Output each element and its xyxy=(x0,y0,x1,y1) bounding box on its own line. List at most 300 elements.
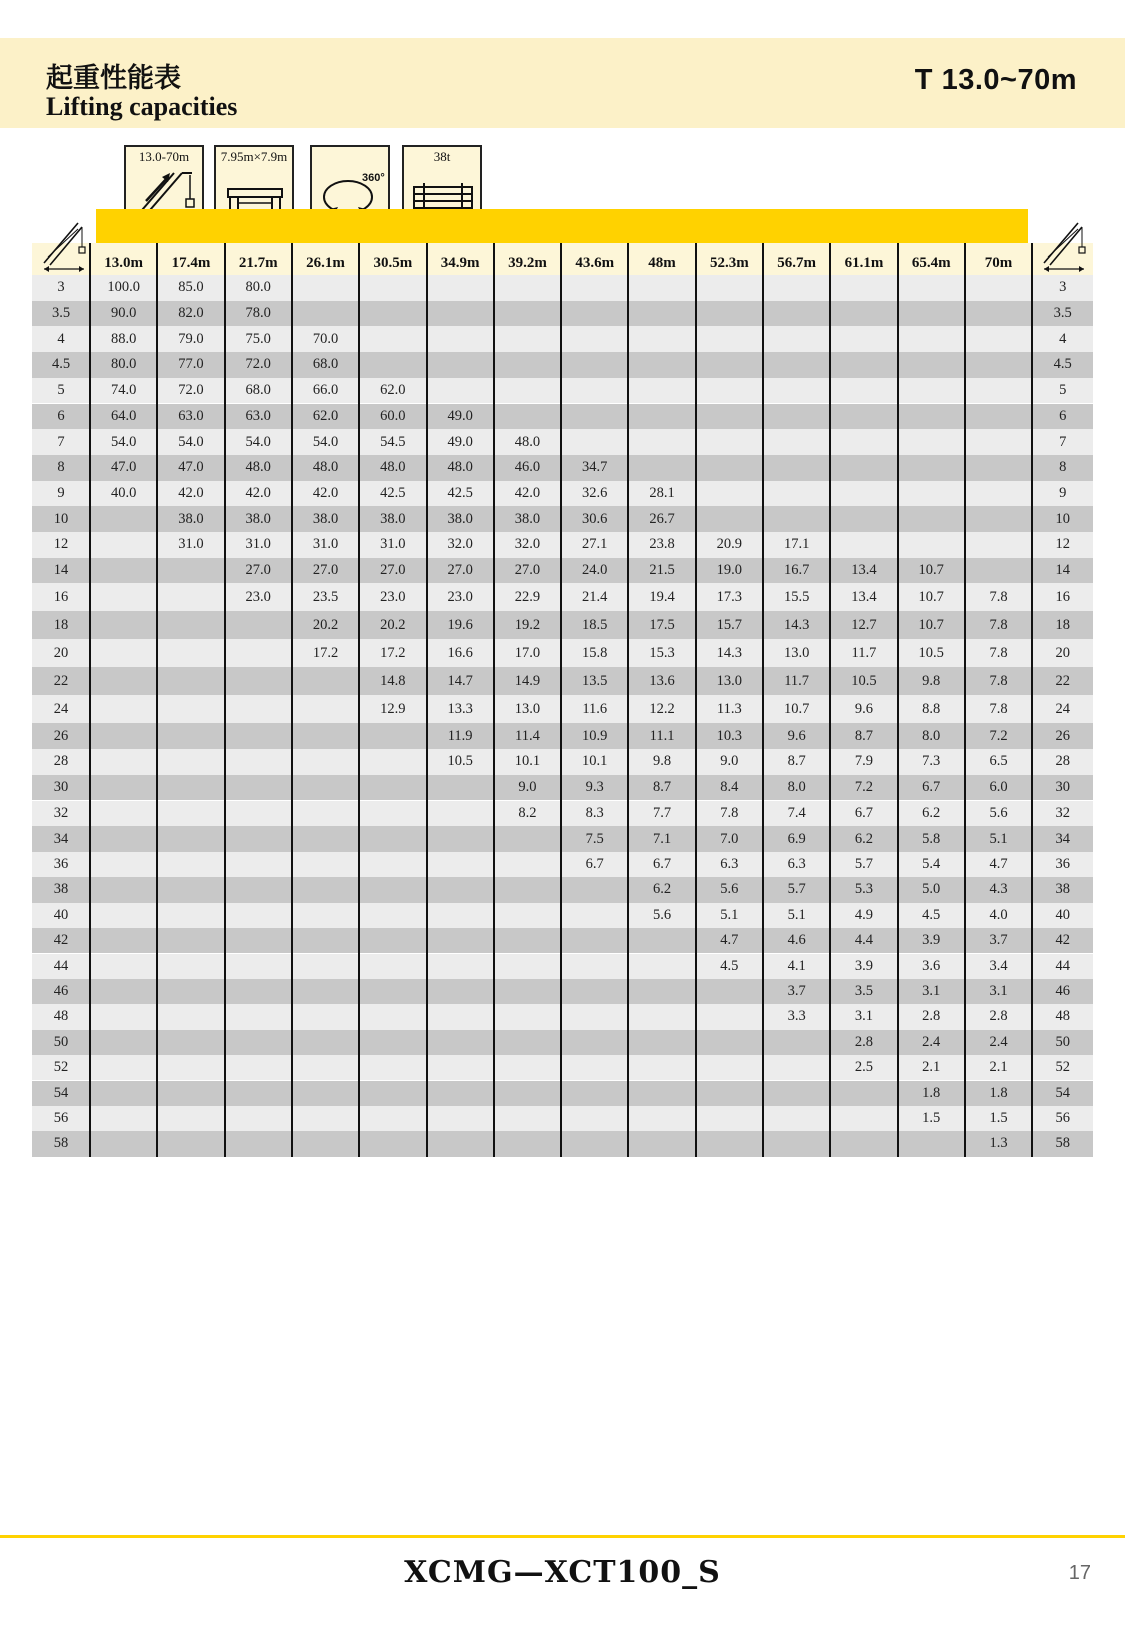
capacity-cell: 88.0 xyxy=(110,330,137,347)
capacity-cell: 6.3 xyxy=(720,856,739,873)
capacity-cell: 27.1 xyxy=(582,536,608,553)
table-row xyxy=(32,928,1093,953)
capacity-cell: 4.6 xyxy=(787,932,806,949)
capacity-cell: 13.4 xyxy=(851,588,877,605)
capacity-cell xyxy=(225,1030,292,1055)
capacity-cell xyxy=(427,877,494,902)
capacity-cell: 31.0 xyxy=(380,536,406,553)
capacity-cell xyxy=(292,1030,359,1055)
capacity-cell xyxy=(292,667,359,695)
capacity-cell: 9.3 xyxy=(585,779,604,796)
capacity-cell: 27.0 xyxy=(245,562,271,579)
capacity-cell xyxy=(628,352,695,378)
capacity-cell xyxy=(157,583,224,611)
radius-left-icon xyxy=(38,217,88,273)
capacity-cell xyxy=(157,826,224,852)
table-row xyxy=(32,1030,1093,1055)
capacity-cell: 49.0 xyxy=(447,433,473,450)
capacity-cell: 3.9 xyxy=(922,932,941,949)
capacity-cell xyxy=(157,775,224,801)
capacity-cell xyxy=(225,903,292,928)
capacity-cell xyxy=(225,826,292,852)
capacity-cell xyxy=(157,903,224,928)
capacity-cell xyxy=(763,326,830,352)
capacity-cell xyxy=(359,928,426,953)
capacity-cell xyxy=(898,378,965,404)
radius-cell-left: 40 xyxy=(53,906,69,923)
capacity-cell xyxy=(965,506,1032,532)
capacity-cell xyxy=(427,903,494,928)
capacity-cell: 10.1 xyxy=(514,753,541,770)
capacity-cell xyxy=(225,639,292,667)
capacity-cell xyxy=(292,1081,359,1106)
capacity-cell xyxy=(292,979,359,1004)
capacity-cell: 9.6 xyxy=(787,727,806,744)
column-divider xyxy=(89,243,91,1157)
slewing-360-caption: 360° xyxy=(362,172,385,184)
column-divider xyxy=(291,243,293,1157)
boom-length-header: 39.2m xyxy=(508,255,547,271)
radius-cell-left: 22 xyxy=(53,672,69,689)
capacity-cell xyxy=(561,877,628,902)
radius-cell-left: 5 xyxy=(57,382,65,399)
capacity-cell: 9.0 xyxy=(518,779,537,796)
footer-title: XCMG—XCT100_S xyxy=(404,1555,721,1590)
capacity-cell: 20.2 xyxy=(380,616,406,633)
column-divider xyxy=(560,243,562,1157)
capacity-cell: 47.0 xyxy=(110,459,137,476)
capacity-cell: 15.8 xyxy=(582,644,608,661)
capacity-cell xyxy=(561,378,628,404)
capacity-cell: 4.9 xyxy=(854,906,873,923)
capacity-cell xyxy=(225,1081,292,1106)
capacity-cell xyxy=(90,1131,157,1156)
capacity-cell: 66.0 xyxy=(312,382,339,399)
capacity-cell xyxy=(225,954,292,979)
capacity-cell xyxy=(494,1131,561,1156)
radius-cell-right: 56 xyxy=(1055,1110,1070,1127)
capacity-cell xyxy=(157,1106,224,1131)
capacity-cell xyxy=(763,301,830,327)
capacity-cell: 5.8 xyxy=(922,830,941,847)
page-number: 17 xyxy=(1068,1562,1091,1584)
capacity-cell xyxy=(898,429,965,455)
capacity-cell xyxy=(830,506,897,532)
capacity-cell xyxy=(292,1131,359,1156)
capacity-cell xyxy=(965,429,1032,455)
capacity-cell xyxy=(427,979,494,1004)
boom-length-header: 17.4m xyxy=(171,255,211,271)
capacity-cell: 8.4 xyxy=(720,779,739,796)
capacity-cell xyxy=(359,1131,426,1156)
capacity-cell: 40.0 xyxy=(110,484,137,501)
capacity-cell xyxy=(90,903,157,928)
radius-cell-right: 48 xyxy=(1055,1008,1070,1025)
capacity-cell: 85.0 xyxy=(178,279,204,296)
capacity-cell xyxy=(90,1055,157,1080)
capacity-cell: 12.2 xyxy=(649,700,675,717)
capacity-cell: 4.4 xyxy=(854,932,873,949)
table-row xyxy=(32,378,1093,404)
capacity-cell xyxy=(225,1004,292,1029)
capacity-cell: 48.0 xyxy=(447,459,473,476)
capacity-cell: 77.0 xyxy=(178,356,204,373)
boom-length-header: 61.1m xyxy=(844,255,884,271)
capacity-cell xyxy=(359,801,426,827)
capacity-cell xyxy=(427,852,494,877)
capacity-cell: 10.5 xyxy=(851,672,877,689)
capacity-cell xyxy=(696,506,763,532)
capacity-cell: 6.3 xyxy=(787,856,806,873)
capacity-cell xyxy=(225,695,292,723)
table-row xyxy=(32,455,1093,481)
capacity-cell: 7.7 xyxy=(652,804,672,821)
capacity-cell: 7.5 xyxy=(585,830,604,847)
table-row xyxy=(32,352,1093,378)
capacity-cell: 15.5 xyxy=(783,588,810,605)
radius-cell-right: 58 xyxy=(1055,1135,1070,1152)
capacity-cell: 3.7 xyxy=(787,983,806,1000)
capacity-cell xyxy=(628,1131,695,1156)
capacity-cell xyxy=(292,954,359,979)
capacity-cell: 78.0 xyxy=(245,305,271,322)
table-row xyxy=(32,611,1093,639)
table-row xyxy=(32,877,1093,902)
capacity-cell: 17.2 xyxy=(380,644,406,661)
boom-length-header: 34.9m xyxy=(440,255,480,271)
capacity-cell: 7.8 xyxy=(720,804,739,821)
capacity-cell: 38.0 xyxy=(447,510,473,527)
capacity-cell xyxy=(830,404,897,430)
boom-length-header: 30.5m xyxy=(373,255,413,271)
capacity-cell xyxy=(427,954,494,979)
capacity-cell xyxy=(763,1131,830,1156)
capacity-cell xyxy=(427,378,494,404)
radius-cell-left: 9 xyxy=(57,484,65,501)
footer-line xyxy=(0,1535,1125,1538)
capacity-cell xyxy=(696,352,763,378)
capacity-cell xyxy=(628,954,695,979)
radius-cell-left: 34 xyxy=(53,830,69,847)
capacity-cell xyxy=(359,1081,426,1106)
capacity-cell xyxy=(359,723,426,749)
capacity-cell: 7.8 xyxy=(989,700,1008,717)
capacity-cell xyxy=(225,1055,292,1080)
capacity-cell xyxy=(225,928,292,953)
capacity-cell xyxy=(427,326,494,352)
capacity-cell: 15.7 xyxy=(716,616,743,633)
capacity-cell xyxy=(225,775,292,801)
capacity-cell: 32.0 xyxy=(447,536,473,553)
radius-cell-left: 38 xyxy=(53,881,69,898)
capacity-cell xyxy=(494,903,561,928)
capacity-cell: 13.4 xyxy=(851,562,877,579)
capacity-cell: 17.0 xyxy=(514,644,541,661)
capacity-cell: 48.0 xyxy=(380,459,406,476)
column-divider xyxy=(493,243,495,1157)
capacity-cell xyxy=(90,1081,157,1106)
capacity-cell: 5.0 xyxy=(922,881,941,898)
table-row xyxy=(32,1055,1093,1080)
capacity-cell: 5.6 xyxy=(720,881,739,898)
radius-cell-left: 7 xyxy=(57,433,65,450)
capacity-cell xyxy=(763,404,830,430)
capacity-cell: 13.3 xyxy=(447,700,473,717)
capacity-cell: 82.0 xyxy=(178,305,204,322)
capacity-cell: 26.7 xyxy=(649,510,675,527)
capacity-cell: 7.0 xyxy=(720,830,739,847)
capacity-cell: 38.0 xyxy=(245,510,271,527)
capacity-cell xyxy=(292,723,359,749)
radius-cell-left: 48 xyxy=(53,1008,69,1025)
capacity-cell xyxy=(157,852,224,877)
capacity-cell xyxy=(830,455,897,481)
capacity-cell: 3.7 xyxy=(989,932,1008,949)
capacity-cell: 3.1 xyxy=(922,983,941,1000)
capacity-cell xyxy=(830,301,897,327)
capacity-cell xyxy=(359,275,426,301)
capacity-cell: 3.6 xyxy=(922,957,941,974)
capacity-cell xyxy=(965,352,1032,378)
radius-cell-left: 4.5 xyxy=(51,356,71,373)
capacity-cell: 31.0 xyxy=(245,536,271,553)
capacity-cell xyxy=(628,455,695,481)
capacity-cell: 17.5 xyxy=(649,616,675,633)
capacity-cell: 54.0 xyxy=(312,433,339,450)
capacity-cell xyxy=(90,877,157,902)
table-row xyxy=(32,801,1093,827)
capacity-cell: 7.4 xyxy=(787,804,806,821)
boom-length-header: 43.6m xyxy=(575,255,615,271)
capacity-cell xyxy=(359,326,426,352)
radius-cell-right: 36 xyxy=(1055,856,1070,873)
capacity-cell: 10.7 xyxy=(783,700,810,717)
capacity-cell: 4.7 xyxy=(720,932,739,949)
capacity-cell: 8.0 xyxy=(787,779,806,796)
boom-length-header: 52.3m xyxy=(709,255,749,271)
radius-cell-left: 32 xyxy=(53,804,69,821)
capacity-cell xyxy=(292,275,359,301)
capacity-cell xyxy=(157,1081,224,1106)
capacity-cell: 32.6 xyxy=(582,484,608,501)
capacity-cell xyxy=(292,852,359,877)
radius-cell-right: 3.5 xyxy=(1053,305,1072,322)
radius-cell-left: 36 xyxy=(53,856,69,873)
capacity-cell: 1.8 xyxy=(989,1084,1008,1101)
radius-cell-left: 14 xyxy=(53,562,69,579)
table-row xyxy=(32,723,1093,749)
capacity-cell: 7.3 xyxy=(922,753,941,770)
capacity-cell: 9.8 xyxy=(652,753,672,770)
capacity-cell: 3.5 xyxy=(854,983,873,1000)
capacity-cell xyxy=(90,558,157,584)
capacity-cell: 64.0 xyxy=(110,407,137,424)
capacity-cell: 6.2 xyxy=(854,830,873,847)
capacity-cell xyxy=(898,352,965,378)
capacity-cell: 4.1 xyxy=(787,957,806,974)
capacity-cell: 10.7 xyxy=(918,588,944,605)
capacity-cell: 6.2 xyxy=(652,881,672,898)
capacity-cell: 48.0 xyxy=(245,459,271,476)
capacity-cell: 8.3 xyxy=(585,804,604,821)
radius-cell-right: 18 xyxy=(1055,616,1070,633)
capacity-cell xyxy=(494,1030,561,1055)
capacity-cell: 5.1 xyxy=(989,830,1008,847)
capacity-cell xyxy=(494,826,561,852)
capacity-cell: 21.4 xyxy=(582,588,608,605)
capacity-cell xyxy=(359,301,426,327)
capacity-cell xyxy=(494,852,561,877)
capacity-cell: 11.3 xyxy=(716,700,742,717)
capacity-cell: 16.6 xyxy=(447,644,473,661)
capacity-cell xyxy=(292,301,359,327)
capacity-cell xyxy=(157,954,224,979)
table-row xyxy=(32,326,1093,352)
capacity-cell xyxy=(696,301,763,327)
capacity-cell xyxy=(561,404,628,430)
capacity-cell xyxy=(90,583,157,611)
capacity-cell: 5.1 xyxy=(720,906,739,923)
column-divider xyxy=(358,243,360,1157)
capacity-cell: 42.5 xyxy=(380,484,406,501)
capacity-cell xyxy=(965,326,1032,352)
radius-cell-left: 4 xyxy=(57,330,65,347)
capacity-cell xyxy=(427,775,494,801)
radius-cell-right: 4.5 xyxy=(1053,356,1072,373)
capacity-cell: 14.3 xyxy=(716,644,743,661)
capacity-cell: 11.9 xyxy=(447,727,473,744)
capacity-cell: 6.7 xyxy=(585,856,604,873)
capacity-cell: 13.0 xyxy=(783,644,810,661)
radius-cell-right: 30 xyxy=(1055,779,1070,796)
capacity-cell xyxy=(561,1004,628,1029)
capacity-cell: 5.3 xyxy=(854,881,873,898)
capacity-cell: 54.0 xyxy=(245,433,271,450)
capacity-cell: 72.0 xyxy=(245,356,271,373)
capacity-cell: 7.9 xyxy=(854,753,873,770)
capacity-cell: 14.9 xyxy=(514,672,541,689)
capacity-cell xyxy=(561,928,628,953)
capacity-cell xyxy=(696,481,763,507)
capacity-cell: 19.0 xyxy=(716,562,743,579)
capacity-cell xyxy=(427,1106,494,1131)
radius-cell-right: 46 xyxy=(1055,983,1070,1000)
capacity-cell xyxy=(359,903,426,928)
capacity-cell xyxy=(898,275,965,301)
capacity-cell: 17.1 xyxy=(783,536,810,553)
capacity-cell xyxy=(763,455,830,481)
header-yellow-band xyxy=(96,209,1028,243)
capacity-cell xyxy=(561,429,628,455)
capacity-cell xyxy=(292,877,359,902)
column-divider xyxy=(964,243,966,1157)
capacity-cell: 38.0 xyxy=(178,510,204,527)
capacity-cell: 42.0 xyxy=(245,484,271,501)
capacity-cell xyxy=(494,928,561,953)
capacity-cell: 7.8 xyxy=(989,672,1008,689)
radius-cell-left: 18 xyxy=(53,616,69,633)
capacity-cell xyxy=(157,1004,224,1029)
capacity-cell xyxy=(830,378,897,404)
capacity-cell xyxy=(898,326,965,352)
capacity-cell: 6.7 xyxy=(922,779,941,796)
capacity-cell: 2.1 xyxy=(922,1059,941,1076)
table-row xyxy=(32,749,1093,775)
capacity-cell: 54.0 xyxy=(178,433,204,450)
capacity-cell: 5.6 xyxy=(652,906,672,923)
capacity-cell xyxy=(494,1081,561,1106)
table-row xyxy=(32,275,1093,301)
capacity-cell xyxy=(157,979,224,1004)
capacity-cell xyxy=(292,1004,359,1029)
radius-cell-right: 5 xyxy=(1059,382,1067,399)
capacity-cell: 4.3 xyxy=(989,881,1008,898)
radius-cell-right: 4 xyxy=(1059,330,1067,347)
capacity-cell: 80.0 xyxy=(110,356,137,373)
radius-cell-left: 10 xyxy=(53,510,69,527)
capacity-cell: 60.0 xyxy=(380,407,406,424)
capacity-cell: 17.2 xyxy=(312,644,339,661)
capacity-cell: 46.0 xyxy=(514,459,541,476)
capacity-cell: 5.7 xyxy=(787,881,806,898)
capacity-cell xyxy=(427,1131,494,1156)
radius-cell-left: 50 xyxy=(53,1033,69,1050)
radius-cell-left: 44 xyxy=(53,957,69,974)
capacity-cell: 23.0 xyxy=(380,588,406,605)
capacity-cell: 8.2 xyxy=(518,804,537,821)
capacity-cell: 11.7 xyxy=(784,672,810,689)
capacity-cell xyxy=(561,1055,628,1080)
capacity-cell: 2.8 xyxy=(922,1008,941,1025)
capacity-cell: 13.6 xyxy=(649,672,675,689)
radius-cell-left: 58 xyxy=(53,1135,69,1152)
capacity-cell: 10.7 xyxy=(918,616,944,633)
capacity-cell xyxy=(898,455,965,481)
capacity-cell xyxy=(359,1030,426,1055)
capacity-cell: 11.1 xyxy=(649,727,675,744)
capacity-cell xyxy=(696,378,763,404)
capacity-cell: 4.5 xyxy=(922,906,941,923)
capacity-cell: 54.0 xyxy=(110,433,137,450)
capacity-cell xyxy=(898,506,965,532)
capacity-cell xyxy=(696,404,763,430)
capacity-cell xyxy=(494,954,561,979)
capacity-cell xyxy=(359,1055,426,1080)
capacity-cell xyxy=(359,979,426,1004)
capacity-cell xyxy=(628,1030,695,1055)
capacity-cell xyxy=(628,979,695,1004)
capacity-cell xyxy=(628,275,695,301)
capacity-cell: 7.1 xyxy=(652,830,672,847)
capacity-cell: 20.2 xyxy=(312,616,339,633)
capacity-cell: 1.5 xyxy=(989,1110,1008,1127)
capacity-cell: 68.0 xyxy=(312,356,339,373)
radius-cell-right: 50 xyxy=(1055,1033,1070,1050)
radius-cell-right: 40 xyxy=(1055,906,1070,923)
capacity-cell xyxy=(427,1004,494,1029)
capacity-cell xyxy=(965,558,1032,584)
capacity-cell xyxy=(561,301,628,327)
capacity-cell xyxy=(90,928,157,953)
table-row xyxy=(32,775,1093,801)
capacity-cell xyxy=(90,852,157,877)
capacity-cell xyxy=(763,275,830,301)
capacity-cell xyxy=(696,1004,763,1029)
radius-cell-right: 16 xyxy=(1055,588,1070,605)
capacity-cell xyxy=(965,532,1032,558)
capacity-cell: 19.6 xyxy=(447,616,473,633)
radius-cell-right: 14 xyxy=(1055,562,1070,579)
